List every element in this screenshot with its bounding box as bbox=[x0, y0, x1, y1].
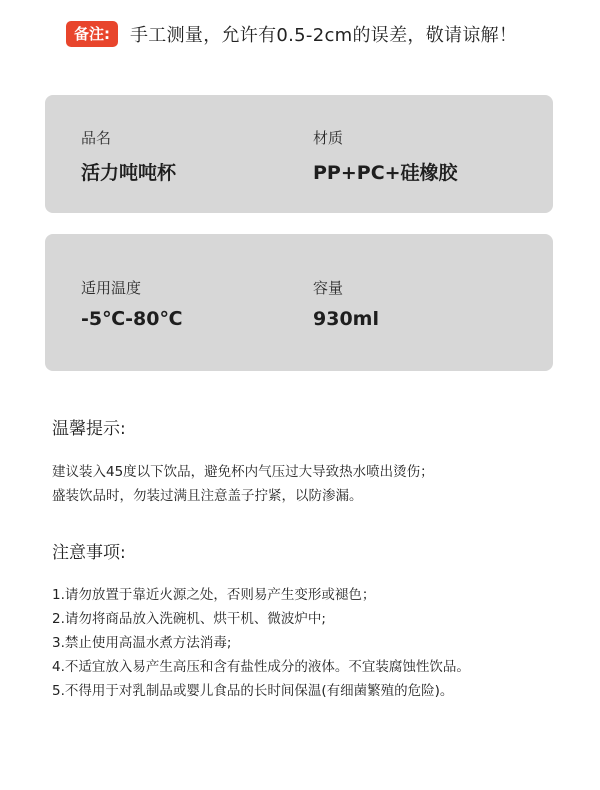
spec-material-label: 材质 bbox=[313, 129, 344, 147]
spec-temp bbox=[81, 277, 182, 330]
note-badge: 备注: bbox=[66, 21, 118, 47]
spec-temp-value: -5℃-80℃ bbox=[81, 308, 183, 330]
spec-capacity-value: 930ml bbox=[313, 308, 379, 330]
spec-card-name-material bbox=[45, 95, 553, 213]
spec-name bbox=[81, 127, 176, 185]
spec-name-value: 活力吨吨杯 bbox=[81, 162, 177, 184]
spec-card-temp-capacity bbox=[45, 234, 553, 371]
tips-paragraph bbox=[52, 460, 572, 508]
spec-capacity bbox=[313, 277, 379, 330]
spec-temp-label: 适用温度 bbox=[81, 279, 142, 297]
spec-material-value: PP+PC+硅橡胶 bbox=[313, 162, 458, 184]
note-bar bbox=[66, 21, 517, 47]
note-text: 手工测量，允许有0.5-2cm的误差，敬请谅解！ bbox=[130, 25, 518, 46]
cautions-list bbox=[52, 583, 572, 703]
cautions-item: 2.请勿将商品放入洗碗机、烘干机、微波炉中; bbox=[52, 611, 326, 627]
spec-name-label: 品名 bbox=[81, 129, 112, 147]
cautions-item: 4.不适宜放入易产生高压和含有盐性成分的液体。不宜装腐蚀性饮品。 bbox=[52, 659, 470, 675]
cautions-item: 5.不得用于对乳制品或婴儿食品的长时间保温(有细菌繁殖的危险)。 bbox=[52, 683, 454, 699]
cautions-item: 3.禁止使用高温水煮方法消毒; bbox=[52, 635, 232, 651]
spec-material bbox=[313, 127, 458, 185]
tips-title: 温馨提示: bbox=[52, 419, 126, 439]
tips-line: 盛装饮品时，勿装过满且注意盖子拧紧，以防渗漏。 bbox=[52, 488, 363, 504]
tips-line: 建议装入45度以下饮品，避免杯内气压过大导致热水喷出烫伤； bbox=[52, 464, 434, 480]
cautions-item: 1.请勿放置于靠近火源之处，否则易产生变形或褪色； bbox=[52, 587, 376, 603]
spec-capacity-label: 容量 bbox=[313, 279, 344, 297]
cautions-title: 注意事项: bbox=[52, 543, 126, 563]
